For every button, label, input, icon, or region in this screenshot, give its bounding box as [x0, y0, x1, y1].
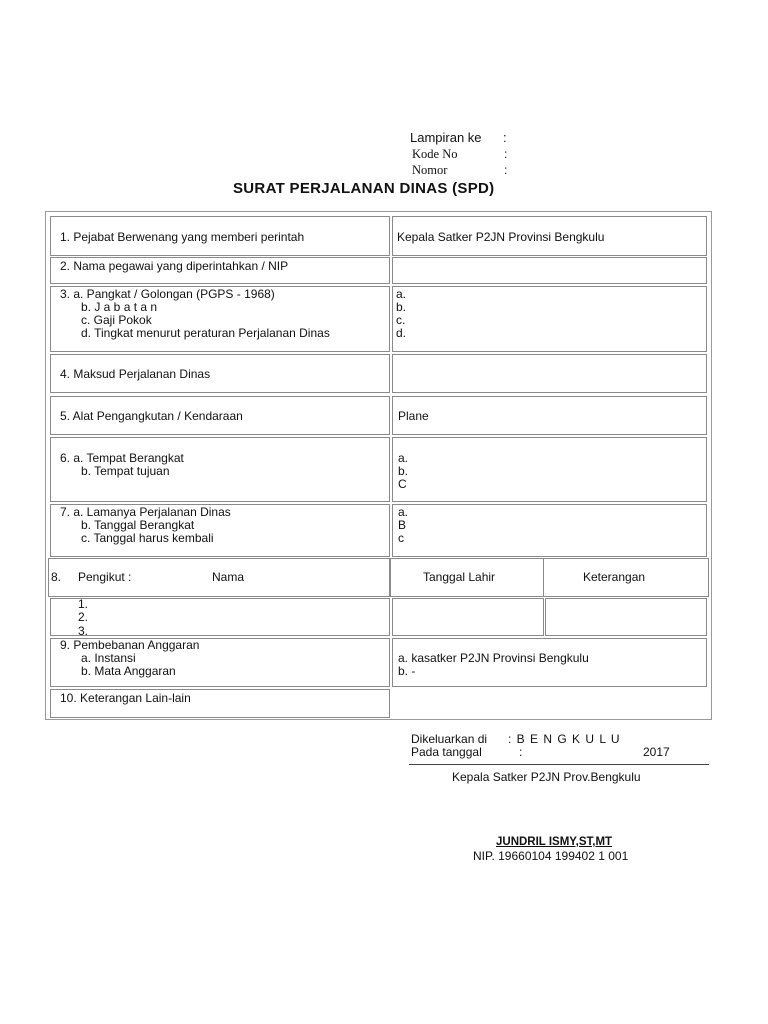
dikeluarkan-value: : B E N G K U L U: [508, 732, 621, 746]
signer-nip: NIP. 19660104 199402 1 001: [473, 849, 629, 863]
row8-list-ket-cell: [545, 598, 707, 636]
row3-line-c: c. Gaji Pokok: [81, 313, 152, 327]
row7-value-c: c: [398, 531, 404, 545]
row9-value-b: b. -: [398, 664, 416, 678]
row4-right-cell: [392, 354, 707, 393]
row3-line-a: 3. a. Pangkat / Golongan (PGPS - 1968): [60, 287, 275, 301]
row2-right-cell: [392, 257, 707, 284]
row3-value-b: b.: [396, 300, 407, 314]
document-title: SURAT PERJALANAN DINAS (SPD): [233, 180, 495, 197]
row7-right-cell: [392, 504, 707, 557]
kode-colon: :: [504, 147, 508, 161]
row8-nama-header: Nama: [212, 570, 245, 584]
row9-line-b: b. Mata Anggaran: [81, 664, 176, 678]
row10-label: 10. Keterangan Lain-lain: [60, 691, 191, 705]
row8-pengikut-label: Pengikut :: [78, 570, 132, 584]
row6-value-c: C: [398, 477, 407, 491]
row6-value-b: b.: [398, 464, 409, 478]
row5-right-cell: [392, 396, 707, 435]
year-value: 2017: [643, 745, 670, 759]
pada-tanggal-label: Pada tanggal: [411, 745, 482, 759]
lampiran-label: Lampiran ke: [410, 130, 482, 145]
row8-ket-header: Keterangan: [583, 570, 646, 584]
row8-list-item: 3.: [78, 624, 89, 638]
row6-line-a: 6. a. Tempat Berangkat: [60, 451, 184, 465]
row1-value: Kepala Satker P2JN Provinsi Bengkulu: [397, 230, 605, 244]
dikeluarkan-label: Dikeluarkan di: [411, 732, 488, 746]
row3-line-b: b. J a b a t a n: [81, 300, 158, 314]
row5-label: 5. Alat Pengangkutan / Kendaraan: [60, 409, 243, 423]
row7-line-c: c. Tanggal harus kembali: [81, 531, 214, 545]
row3-right-cell: [392, 286, 707, 352]
row8-tgl-header: Tanggal Lahir: [423, 570, 496, 584]
row7-value-b: B: [398, 518, 407, 532]
nomor-label: Nomor: [412, 163, 448, 177]
row9-line-a: a. Instansi: [81, 651, 136, 665]
row3-line-d: d. Tingkat menurut peraturan Perjalanan Dinas: [81, 326, 330, 340]
lampiran-colon: :: [503, 130, 507, 145]
row9-line-title: 9. Pembebanan Anggaran: [60, 638, 200, 652]
signer-name: JUNDRIL ISMY,ST,MT: [496, 836, 613, 848]
pada-tanggal-colon: :: [519, 745, 523, 759]
row5-value: Plane: [398, 409, 429, 423]
row7-value-a: a.: [398, 505, 409, 519]
signer-position: Kepala Satker P2JN Prov.Bengkulu: [452, 770, 641, 784]
row4-label: 4. Maksud Perjalanan Dinas: [60, 367, 211, 381]
row6-value-a: a.: [398, 451, 409, 465]
row3-value-a: a.: [396, 287, 407, 301]
footer-divider: [409, 764, 709, 765]
row6-line-b: b. Tempat tujuan: [81, 464, 170, 478]
row8-list-left-cell: [50, 598, 390, 636]
row1-label: 1. Pejabat Berwenang yang memberi perintah: [60, 230, 305, 244]
row3-value-d: d.: [396, 326, 407, 340]
row7-line-a: 7. a. Lamanya Perjalanan Dinas: [60, 505, 231, 519]
row6-right-cell: [392, 437, 707, 502]
row8-list-tgl-cell: [392, 598, 544, 636]
row2-label: 2. Nama pegawai yang diperintahkan / NIP: [60, 259, 289, 273]
row7-line-b: b. Tanggal Berangkat: [81, 518, 195, 532]
row9-value-a: a. kasatker P2JN Provinsi Bengkulu: [398, 651, 589, 665]
kode-label: Kode No: [412, 147, 458, 161]
row3-value-c: c.: [396, 313, 406, 327]
row8-list-item: 2.: [78, 610, 89, 624]
nomor-colon: :: [504, 163, 508, 177]
row8-number: 8.: [51, 570, 62, 584]
row8-list-item: 1.: [78, 597, 89, 611]
